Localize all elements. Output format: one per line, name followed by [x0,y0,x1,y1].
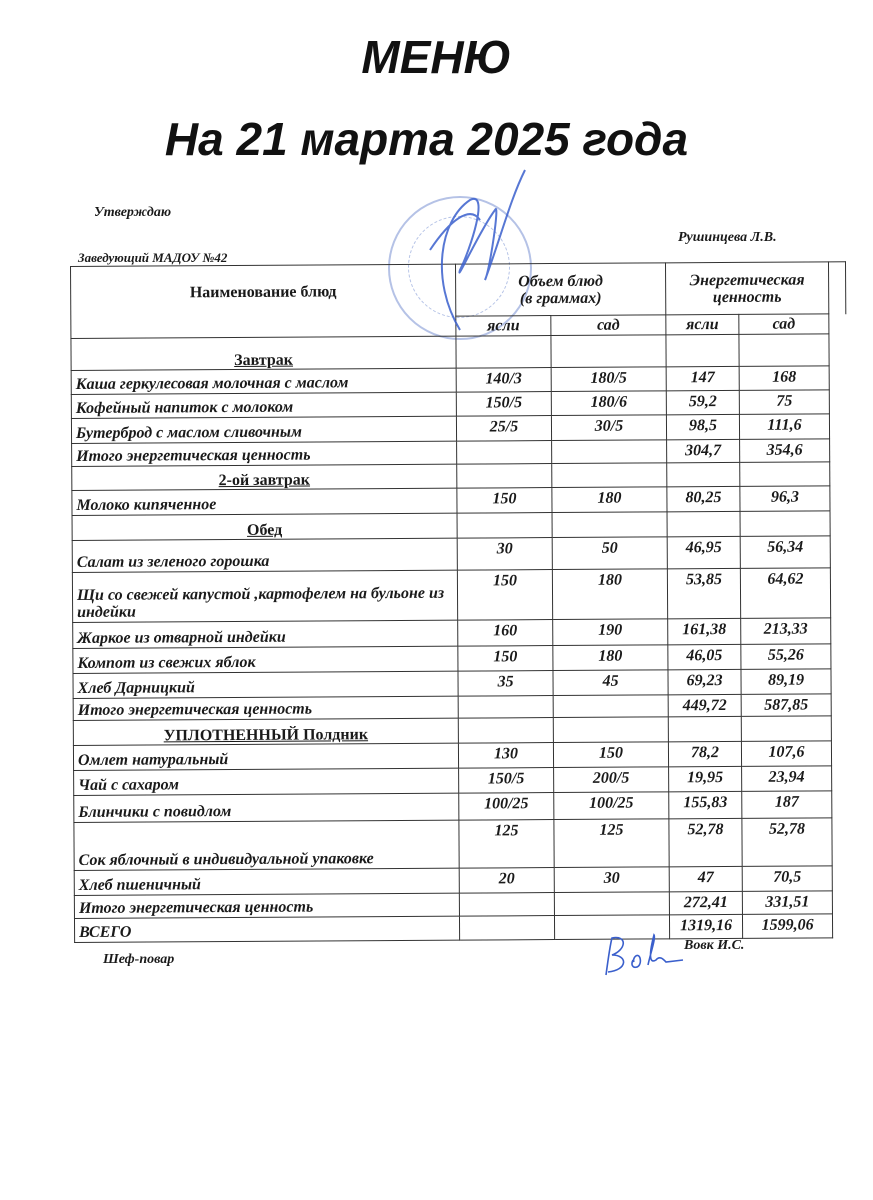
energy-sad: 107,6 [741,741,831,767]
blank-cell [829,390,846,414]
energy-sad: 168 [739,366,829,391]
volume-yasli [459,893,554,917]
blank-cell [830,462,847,486]
volume-yasli: 100/25 [459,793,554,821]
energy-yasli: 78,2 [668,741,741,766]
volume-sad: 125 [554,819,669,868]
header-volume-yasli: ясли [456,316,551,337]
volume-sad [553,695,668,718]
energy-yasli: 272,41 [669,891,742,914]
volume-sad: 50 [552,537,667,570]
volume-sad: 30 [554,867,669,893]
blank-cell [831,694,848,716]
energy-yasli: 52,78 [669,818,742,866]
header-energy-label-2: ценность [712,288,782,306]
blank-cell [832,891,849,914]
header-energy-yasli: ясли [666,314,739,334]
dish-name: Итого энергетическая ценность [73,696,458,720]
blank-cell [832,818,849,866]
volume-yasli: 160 [458,620,553,647]
empty-cell [457,464,552,489]
energy-yasli: 46,05 [668,644,741,669]
blank-cell [830,439,847,462]
empty-cell [458,718,553,744]
empty-cell [741,716,831,742]
volume-yasli [458,696,553,719]
blank-cell [831,741,848,766]
volume-sad: 180 [552,569,667,620]
dish-name: Итого энергетическая ценность [72,441,457,466]
energy-sad: 587,85 [741,694,831,717]
chef-name: Вовк И.С. [684,938,745,953]
energy-sad: 331,51 [742,891,832,915]
volume-sad: 180 [553,645,668,671]
energy-yasli: 304,7 [667,439,740,462]
empty-cell [667,462,740,486]
dish-name: Салат из зеленого горошка [72,538,457,572]
volume-sad: 190 [553,619,668,646]
dish-name: Хлеб пшеничный [74,868,459,895]
blank-cell [830,568,847,618]
blank-cell [832,766,849,791]
menu-table [70,261,850,943]
energy-yasli: 53,85 [667,568,740,618]
volume-sad: 200/5 [554,767,669,793]
energy-sad: 96,3 [740,486,830,512]
volume-sad: 45 [553,670,668,696]
volume-sad: 180/6 [551,391,666,416]
energy-sad: 89,19 [741,669,831,695]
empty-cell [740,462,830,487]
section-title [73,718,458,745]
volume-yasli: 150/5 [456,392,551,417]
section-title-text: Завтрак [234,351,294,369]
dish-name: Жаркое из отварной индейки [73,620,458,648]
energy-yasli: 161,38 [668,618,741,644]
chef-signature [598,930,688,980]
header-volume-sad: сад [551,315,666,336]
blank-cell [830,536,847,568]
empty-cell [668,716,741,741]
energy-yasli: 80,25 [667,486,740,511]
director-signature [400,160,540,340]
empty-cell [739,334,829,367]
empty-cell [457,513,552,539]
energy-sad: 64,62 [740,568,830,619]
dish-name: Щи со свежей капустой ,картофелем на бульоне из индейки [72,570,457,622]
energy-sad: 75 [739,390,829,415]
dish-name: Омлет натуральный [73,743,458,770]
blank-cell [830,486,847,511]
dish-name: Каша геркулесовая молочная с маслом [71,368,456,394]
energy-yasli: 155,83 [669,791,742,818]
energy-yasli: 59,2 [666,390,739,414]
volume-yasli: 150 [457,488,552,514]
header-energy-sad: сад [739,314,829,335]
empty-cell [667,511,740,536]
volume-sad [552,440,667,464]
blank-cell [831,669,848,694]
empty-cell [552,463,667,488]
section-title-text: УПЛОТНЕННЫЙ Полдник [163,726,369,745]
dish-name: Кофейный напиток с молоком [71,392,456,418]
header-volume-unit: (в граммах) [519,289,602,307]
section-title-text: 2-ой завтрак [218,471,311,490]
empty-cell [740,511,830,537]
blank-cell [829,366,846,390]
volume-sad: 30/5 [551,415,666,441]
volume-sad [554,892,669,916]
energy-sad: 70,5 [742,866,832,892]
approve-label: Утверждаю [94,205,172,220]
volume-yasli: 30 [457,538,552,571]
energy-sad: 213,33 [741,618,831,645]
header-dish-name: Наименование блюд [71,264,456,338]
volume-yasli: 130 [458,743,553,769]
energy-yasli: 1319,16 [669,914,742,938]
dish-name: Итого энергетическая ценность [74,893,459,918]
volume-yasli: 140/3 [456,368,551,393]
blank-cell [832,914,849,938]
blank-cell [829,414,846,439]
energy-sad: 354,6 [740,439,830,463]
section-title-text: Обед [246,521,283,539]
energy-yasli: 69,23 [668,669,741,694]
energy-sad: 111,6 [739,414,829,440]
volume-yasli: 125 [459,820,554,869]
chef-position: Шеф-повар [103,952,175,967]
dish-name: Блинчики с повидлом [74,793,459,822]
volume-yasli: 150/5 [459,768,554,794]
energy-sad: 55,26 [741,644,831,670]
energy-sad: 23,94 [742,766,832,792]
table-row [72,536,847,573]
volume-yasli [457,441,552,465]
header-volume-label: Объем блюд [518,272,603,290]
dish-name: Молоко кипяченное [72,488,457,515]
blank-cell [829,334,846,366]
energy-sad: 187 [742,791,832,819]
dish-name: Чай с сахаром [74,768,459,795]
energy-yasli: 47 [669,866,742,891]
volume-yasli: 150 [458,646,553,672]
energy-yasli: 449,72 [668,694,741,716]
dish-name: Компот из свежих яблок [73,646,458,673]
energy-yasli: 147 [666,366,739,390]
dish-name: Хлеб Дарницкий [73,671,458,698]
table-row [74,818,849,871]
header-energy-label: Энергетическая [689,271,805,289]
page-subtitle: На 21 марта 2025 года [164,113,689,165]
volume-yasli [459,916,554,941]
empty-cell [666,334,739,366]
volume-sad: 100/25 [554,792,669,820]
energy-sad: 1599,06 [742,914,832,939]
volume-sad: 180/5 [551,367,666,392]
header-extra-cell [828,262,845,314]
header-energy [665,262,828,315]
section-title [72,464,457,490]
energy-yasli: 19,95 [669,766,742,791]
dish-name: Бутерброд с маслом сливочным [71,416,456,443]
volume-yasli: 20 [459,868,554,894]
blank-cell [831,618,848,644]
approver-position: Заведующий МАДОУ №42 [78,250,228,265]
energy-yasli: 46,95 [667,536,740,568]
table-row [72,568,847,623]
blank-cell [832,866,849,891]
energy-yasli: 98,5 [666,414,739,439]
blank-cell [829,314,846,334]
empty-cell [456,336,551,369]
section-title [71,336,456,370]
blank-cell [832,791,849,818]
empty-cell [551,335,666,368]
blank-cell [831,644,848,669]
page-title: МЕНЮ [361,31,512,83]
dish-name: ВСЕГО [74,916,459,942]
energy-sad: 56,34 [740,536,830,569]
approver-name: Рушинцева Л.В. [678,230,777,245]
blank-cell [830,511,847,536]
volume-yasli: 25/5 [456,416,551,442]
section-title [72,513,457,540]
energy-sad: 52,78 [742,818,832,867]
volume-yasli: 150 [457,570,552,621]
blank-cell [831,716,848,741]
volume-yasli: 35 [458,671,553,697]
volume-sad: 180 [552,487,667,513]
empty-cell [552,512,667,538]
dish-name: Сок яблочный в индивидуальной упаковке [74,820,459,870]
volume-sad: 150 [553,742,668,768]
empty-cell [553,717,668,743]
